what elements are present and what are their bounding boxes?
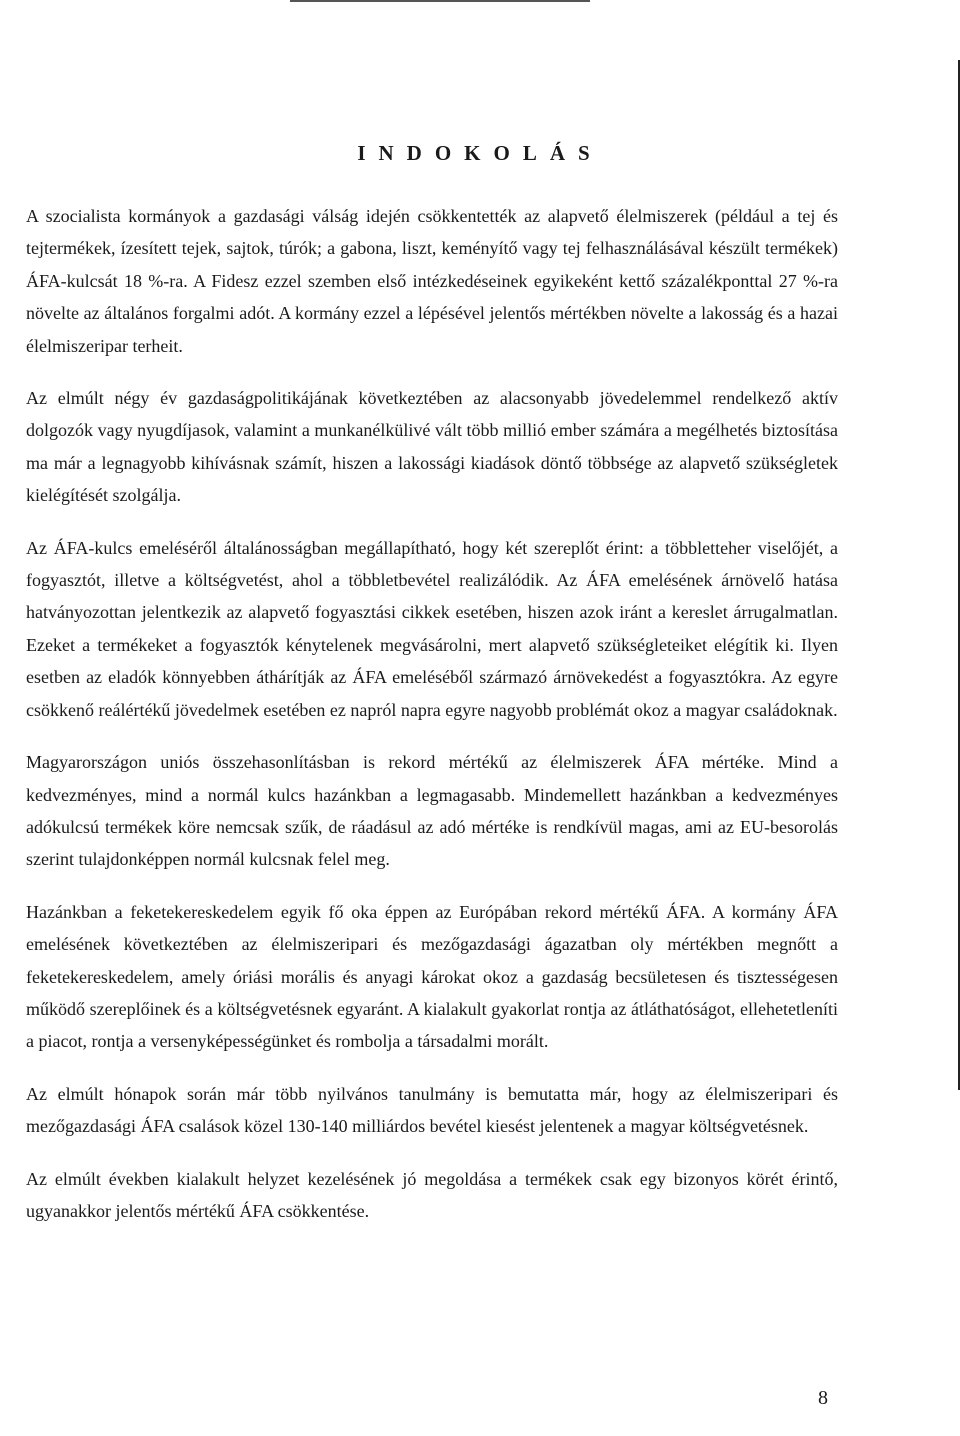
page-title: INDOKOLÁS (357, 141, 603, 166)
scan-top-rule (290, 0, 590, 2)
document-body (26, 200, 838, 1247)
page-number: 8 (818, 1387, 828, 1409)
paragraph-4: Magyarországon uniós összehasonlításban is rekord mértékű az élelmiszerek ÁFA mértéke. Mind a kedvezményes, mind a normál kulcs hazánkban a legmagasabb. Mindemellett hazánkban a kedvezményes adókulcsú termékek köre nemcsak szűk, de ráadásul az adó mértéke is rendkívül magas, ami az EU-besorolás szerint tulajdonképpen normál kulcsnak felel meg. (26, 752, 838, 870)
paragraph-1: A szocialista kormányok a gazdasági válság idején csökkentették az alapvető élelmiszerek (például a tej és tejtermékek, ízesített tejek, sajtok, túrók; a gabona, liszt, keményítő vagy tej felhasználásával készült termékek) ÁFA-kulcsát 18 %-ra. A Fidesz ezzel szemben első intézkedéseinek egyikeként kettő százalékponttal 27 %-ra növelte az általános forgalmi adót. A kormány ezzel a lépésével jelentős mértékben növelte a lakosság és a hazai élelmiszeripar terheit. (26, 206, 838, 356)
paragraph-3: Az ÁFA-kulcs emeléséről általánosságban megállapítható, hogy két szereplőt érint: a többletteher viselőjét, a fogyasztót, illetve a költségvetést, ahol a többletbevétel realizálódik. Az ÁFA emelésének árnövelő hatása hatványozottan jelentkezik az alapvető fogyasztási cikkek esetében, hiszen azok iránt a kereslet árrugalmatlan. Ezeket a termékeket a fogyasztók kénytelenek megvásárolni, mert alapvető szükségleteiket elégítik ki. Ilyen esetben az eladók könnyebben áthárítják az ÁFA emeléséből származó árnövekedést a fogyasztókra. Az egyre csökkenő reálértékű jövedelmek esetében ez napról napra egyre nagyobb problémát okoz a magyar családoknak. (26, 537, 838, 720)
paragraph-7: Az elmúlt években kialakult helyzet kezelésének jó megoldása a termékek csak egy bizonyos körét érintő, ugyanakkor jelentős mértékű ÁFA csökkentése. (26, 1168, 838, 1221)
paragraph-5: Hazánkban a feketekereskedelem egyik fő oka éppen az Európában rekord mértékű ÁFA. A kormány ÁFA emelésének következtében az élelmiszeripari és mezőgazdasági ágazatban oly mértékben megnőtt a feketekereskedelem, amely óriási morális és anyagi károkat okoz a gazdaság becsületesen és tisztességesen működő szereplőinek és a költségvetésnek egyaránt. A kialakult gyakorlat rontja az átláthatóságot, ellehetetleníti a piacot, rontja a versenyképességünket és rombolja a társadalmi morált. (26, 901, 838, 1052)
paragraph-6: Az elmúlt hónapok során már több nyilvános tanulmány is bemutatta már, hogy az élelmiszeripari és mezőgazdasági ÁFA csalások közel 130-140 milliárdos bevétel kiesést jelentenek a magyar költségvetésnek. (26, 1083, 838, 1137)
paragraph-2: Az elmúlt négy év gazdaságpolitikájának következtében az alacsonyabb jövedelemmel rendelkező aktív dolgozók vagy nyugdíjasok, valamint a munkanélkülivé vált több millió ember számára a megélhetés biztosítása ma már a legnagyobb kihívásnak számít, hiszen a lakossági kiadások döntő többsége az alapvető szükségletek kielégítését szolgálja. (26, 388, 838, 506)
